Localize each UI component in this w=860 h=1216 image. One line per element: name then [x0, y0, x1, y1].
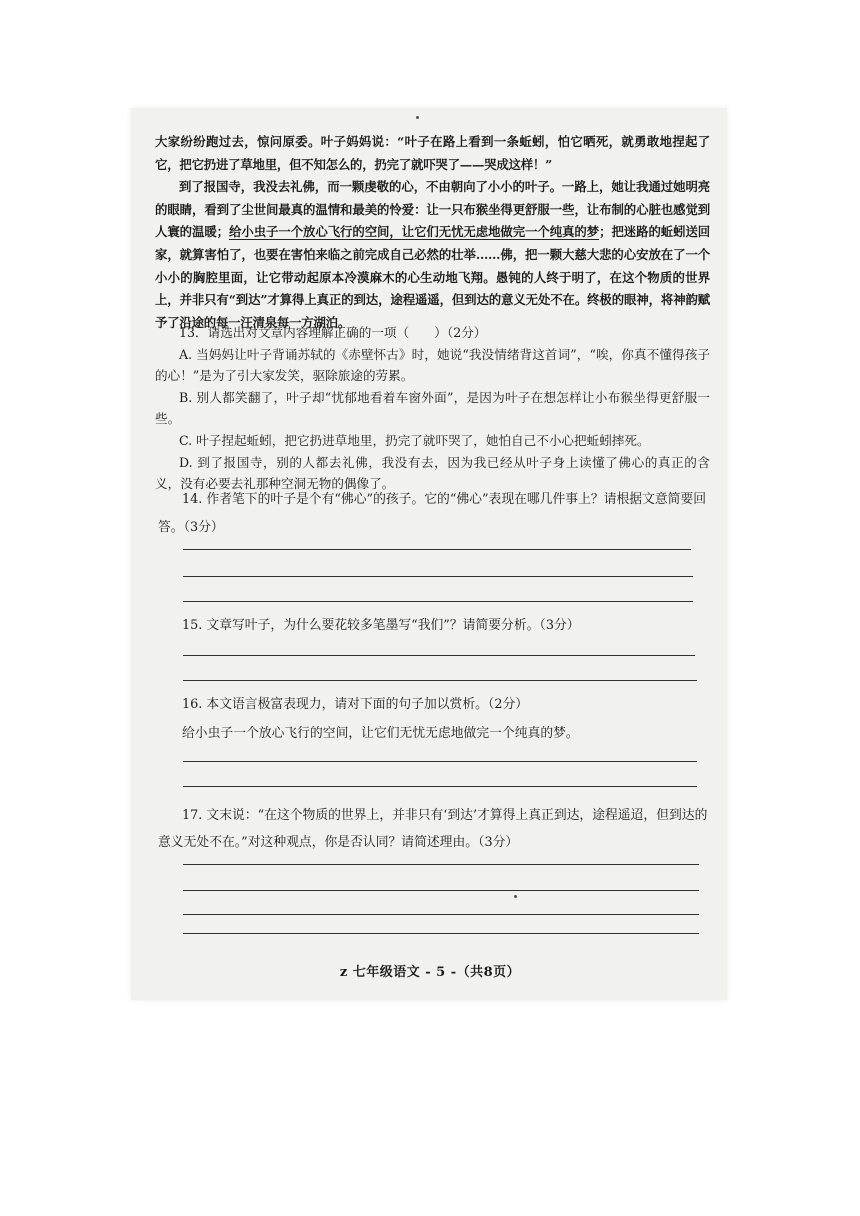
question-13: [155, 322, 710, 495]
scan-speck: [514, 895, 517, 898]
question-text: 14. 作者笔下的叶子是个有“佛心”的孩子。它的“佛心”表现在哪几件事上？请根据文意简要回答。（3分）: [158, 492, 707, 535]
option-c: C. 叶子捏起蚯蚓，把它扔进草地里，扔完了就吓哭了，她怕自己不小心把蚯蚓摔死。: [179, 432, 650, 448]
scan-speck: [416, 116, 419, 119]
question-text: 17. 文末说：“在这个物质的世界上，并非只有‘到达’才算得上真正到达，途程遥迢，但到达的意义无处不在。”对这种观点，你是否认同？请简述理由。（3分）: [158, 808, 708, 850]
question-14: [158, 486, 708, 542]
answer-line[interactable]: [183, 933, 699, 934]
reading-passage: [155, 131, 710, 334]
answer-line[interactable]: [183, 864, 699, 865]
answer-line[interactable]: [183, 761, 697, 762]
question-17: [158, 802, 708, 856]
answer-line[interactable]: [183, 601, 693, 602]
passage-paragraph: 到了报国寺，我没去礼佛，而一颗虔敬的心，不由朝向了小小的叶子。一路上，她让我通过她明亮的眼睛，看到了尘世间最真的温情和最美的怜爱：让一只布猴坐得更舒服一些，让布制的心脏也感觉到人寰的温暖；给小虫子一个放心飞行的空间，让它们无忧无虑地做完一个纯真的梦；把迷路的蚯蚓送回家，就算害怕了，也要在害怕来临之前完成自己必然的壮举……佛，把一颗大慈大悲的心安放在了一个小小的胸腔里面，让它带动起原本冷漠麻木的心生动地飞翔。愚钝的人终于明了，在这个物质的世界上，并非只有“到达”才算得上真正的到达，途程遥遥，但到达的意义无处不在。终极的眼神，将神韵赋予了沿途的每一汪清泉每一方湖泊。: [155, 179, 710, 330]
question-16: [158, 692, 708, 746]
question-text: 15. 文章写叶子，为什么要花较多笔墨写“我们”？请简要分析。（3分）: [182, 618, 580, 633]
question-15: [158, 613, 708, 638]
answer-line[interactable]: [183, 890, 699, 891]
answer-line[interactable]: [183, 576, 693, 577]
option-d: D. 到了报国寺，别的人都去礼佛，我没有去，因为我已经从叶子身上读懂了佛心的真正的含义，没有必要去礼那种空洞无物的偶像了。: [155, 454, 710, 492]
answer-line[interactable]: [183, 655, 695, 656]
question-stem: 13．请选出对文章内容理解正确的一项（ ）（2分）: [179, 325, 487, 340]
option-a: A. 当妈妈让叶子背诵苏轼的《赤壁怀古》时，她说“我没情绪背这首词”，“唉，你真不懂得孩子的心！”是为了引大家发笑，驱除旅途的劳累。: [155, 346, 710, 384]
answer-line[interactable]: [183, 786, 697, 787]
answer-line[interactable]: [183, 914, 699, 915]
page-footer: z 七年级语文 - 5 -（共8页）: [339, 965, 521, 980]
answer-line[interactable]: [183, 549, 691, 550]
quoted-sentence: 给小虫子一个放心飞行的空间，让它们无忧无虑地做完一个纯真的梦。: [182, 726, 579, 741]
underlined-sentence: 给小虫子一个放心飞行的空间，让它们无忧无虑地做完一个纯真的梦: [228, 224, 600, 240]
passage-paragraph: 大家纷纷跑过去，惊问原委。叶子妈妈说：“叶子在路上看到一条蚯蚓，怕它晒死，就勇敢地捏起了它，把它扔进了草地里，但不知怎么的，扔完了就吓哭了——哭成这样！”: [155, 134, 710, 172]
option-b: B. 别人都笑翻了，叶子却“忧郁地看着车窗外面”，是因为叶子在想怎样让小布猴坐得更舒服一些。: [155, 389, 710, 427]
answer-line[interactable]: [183, 680, 697, 681]
question-text: 16. 本文语言极富表现力，请对下面的句子加以赏析。（2分）: [182, 697, 529, 712]
